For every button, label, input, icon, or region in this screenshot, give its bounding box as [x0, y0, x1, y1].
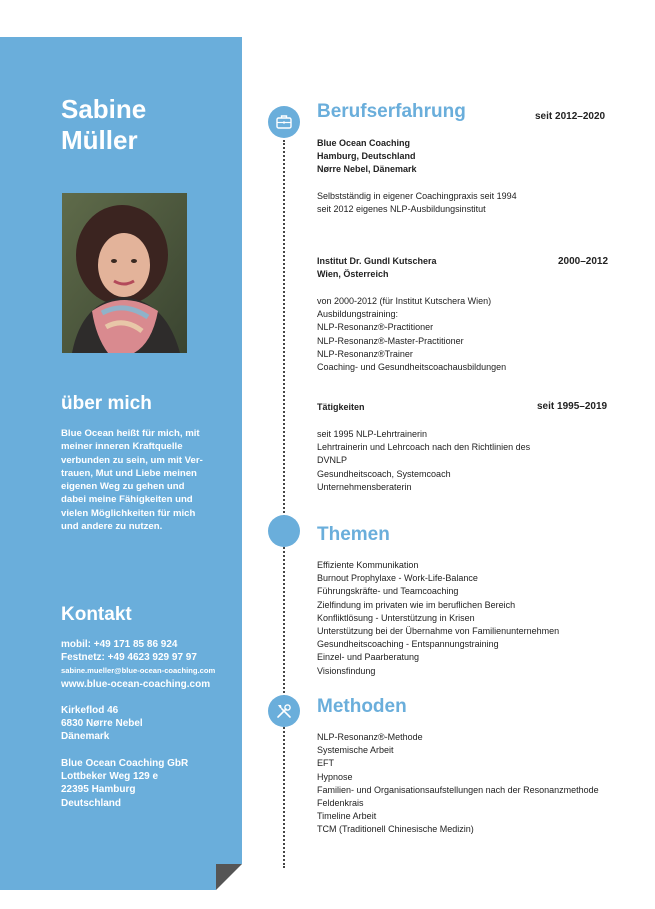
org-line: Wien, Österreich	[317, 269, 389, 280]
experience-description	[317, 295, 506, 374]
experience-org	[317, 137, 417, 177]
page-fold	[216, 864, 242, 890]
theme-item: Führungskräfte- und Teamcoaching	[317, 586, 459, 597]
timeline-line	[283, 140, 285, 868]
experience-description	[317, 190, 517, 216]
method-item: Timeline Arbeit	[317, 811, 377, 822]
experience-date: seit 2012–2020	[535, 111, 606, 122]
name-last: Müller	[61, 125, 138, 155]
experience-description	[317, 428, 530, 494]
theme-item: Zielfindung im privaten wie im beruflichen Bereich	[317, 599, 516, 610]
contact-details	[61, 638, 215, 691]
about-line: meiner inneren Kraftquelle	[61, 441, 183, 453]
about-line: Blue Ocean heißt für mich, mit	[61, 428, 200, 439]
method-item: Hypnose	[317, 771, 353, 782]
address-line: 22395 Hamburg	[61, 784, 136, 796]
experience-org	[317, 401, 365, 414]
mobile-phone[interactable]: mobil: +49 171 85 86 924	[61, 639, 178, 650]
desc-line: seit 1995 NLP-Lehrtrainerin	[317, 429, 428, 439]
themes-heading: Themen	[317, 524, 390, 545]
about-line: vielen Möglichkeiten für mich	[61, 507, 196, 519]
name-first: Sabine	[61, 94, 147, 124]
methods-list	[317, 731, 599, 837]
address-line: Deutschland	[61, 797, 122, 809]
desc-line: NLP-Resonanz®-Practitioner	[317, 322, 434, 333]
theme-item: Unterstützung bei der Übernahme von Familienunternehmen	[317, 626, 560, 637]
desc-line: seit 2012 eigenes NLP-Ausbildungsinstitut	[317, 204, 486, 215]
website-link[interactable]: www.blue-ocean-coaching.com	[61, 678, 211, 690]
profile-photo	[62, 193, 187, 353]
about-heading: über mich	[61, 393, 152, 414]
about-line: trauen, Mut und Liebe meinen	[61, 467, 197, 479]
desc-line: Ausbildungstraining:	[317, 309, 399, 320]
person-name	[61, 94, 146, 156]
about-line: und andere zu nutzen.	[61, 521, 163, 533]
theme-item: Konfliktlösung - Unterstützung in Krisen	[317, 612, 475, 623]
org-line: Nørre Nebel, Dänemark	[317, 164, 417, 175]
address-line: 6830 Nørre Nebel	[61, 718, 143, 730]
org-line: Hamburg, Deutschland	[317, 151, 416, 162]
theme-item: Visionsfindung	[317, 665, 376, 676]
methods-heading: Methoden	[317, 696, 407, 717]
address-line: Kirkeflod 46	[61, 705, 119, 716]
method-item: EFT	[317, 758, 334, 769]
experience-date: seit 1995–2019	[537, 401, 608, 412]
address-line: Lottbeker Weg 129 e	[61, 771, 159, 783]
org-line: Tätigkeiten	[317, 402, 365, 412]
about-line: dabei meine Fähigkeiten und	[61, 494, 193, 506]
contact-heading: Kontakt	[61, 604, 132, 625]
method-item: NLP-Resonanz®-Methode	[317, 732, 423, 742]
org-line: Institut Dr. Gundl Kutschera	[317, 256, 437, 266]
theme-item: Effiziente Kommunikation	[317, 560, 419, 570]
desc-line: Unternehmensberaterin	[317, 481, 412, 492]
tools-icon	[268, 695, 300, 727]
desc-line: Lehrtrainerin und Lehrcoach nach den Richtlinien des	[317, 442, 531, 453]
themes-list	[317, 559, 559, 678]
address-line: Dänemark	[61, 731, 110, 743]
desc-line: NLP-Resonanz®Trainer	[317, 348, 413, 359]
address-line: Blue Ocean Coaching GbR	[61, 758, 189, 769]
experience-date: 2000–2012	[558, 256, 609, 267]
desc-line: DVNLP	[317, 455, 348, 466]
desc-line: Gesundheitscoach, Systemcoach	[317, 468, 451, 479]
experience-heading: Berufserfahrung	[317, 101, 466, 122]
method-item: Systemische Arbeit	[317, 745, 394, 756]
about-text	[61, 427, 221, 533]
theme-item: Einzel- und Paarberatung	[317, 652, 420, 663]
desc-line: Selbstständig in eigener Coachingpraxis seit 1994	[317, 191, 517, 201]
theme-item: Gesundheitscoaching - Entspannungstraining	[317, 639, 499, 650]
briefcase-icon	[268, 106, 300, 138]
about-line: eigenen Weg zu gehen und	[61, 481, 185, 493]
experience-org	[317, 255, 437, 281]
address-denmark	[61, 704, 143, 744]
desc-line: von 2000-2012 (für Institut Kutschera Wien)	[317, 296, 492, 306]
theme-item: Burnout Prophylaxe - Work-Life-Balance	[317, 573, 478, 584]
address-hamburg	[61, 757, 188, 810]
method-item: Familien- und Organisationsaufstellungen nach der Resonanzmethode	[317, 784, 599, 795]
email-link[interactable]: sabine.mueller@blue-ocean-coaching.com	[61, 666, 216, 676]
about-line: verbunden zu sein, um mit Ver-	[61, 454, 203, 466]
dot-icon	[268, 515, 300, 547]
landline-phone[interactable]: Festnetz: +49 4623 929 97 97	[61, 652, 197, 664]
method-item: TCM (Traditionell Chinesische Medizin)	[317, 824, 474, 835]
org-line: Blue Ocean Coaching	[317, 138, 411, 148]
desc-line: NLP-Resonanz®-Master-Practitioner	[317, 335, 464, 346]
desc-line: Coaching- und Gesundheitscoachausbildungen	[317, 362, 507, 373]
method-item: Feldenkrais	[317, 798, 364, 809]
